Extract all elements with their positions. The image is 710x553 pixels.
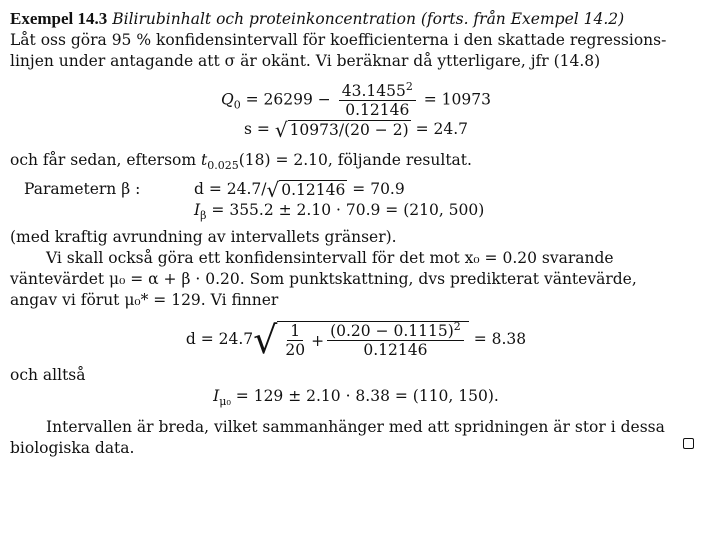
- paragraph-line: Låt oss göra 95 % konfidensintervall för koefficienterna i den skattade regressions-: [10, 31, 667, 49]
- square-root: √ 10973/(20 − 2): [274, 118, 409, 142]
- equation-d-beta: d = 24.7/ √ 0.12146 = 70.9: [194, 178, 405, 202]
- paragraph-line: Vi skall också göra ett konfidensintervall för det mot x₀ = 0.20 svarande: [46, 249, 614, 267]
- paragraph-line: Intervallen är breda, vilket sammanhänger med att spridningen är stor i dessa: [46, 418, 665, 436]
- paragraph-line: angav vi förut μ₀* = 129. Vi finner: [10, 291, 279, 309]
- equation-s: s = √ 10973/(20 − 2) = 24.7: [244, 118, 468, 142]
- paragraph-line: linjen under antagande att σ är okänt. Vi beräknar då ytterligare, jfr (14.8): [10, 52, 601, 70]
- paragraph-line: och får sedan, eftersom $t_{0.025}(18) = 2.10$, följande resultat.: [10, 151, 472, 173]
- paragraph-line: (med kraftig avrundning av intervallets gränser).: [10, 228, 397, 246]
- parameter-label: Parametern β :: [24, 180, 141, 198]
- textbook-page: [10, 8, 702, 459]
- equation-i-beta: $I_\beta = 355.2 \pm 2.10 \cdot 70.9 = (210$, 500): [194, 201, 485, 223]
- example-title: Bilirubinhalt och proteinkoncentration: [112, 10, 416, 28]
- example-reference: (forts. från Exempel 14.2): [420, 10, 625, 28]
- equation-q0: $Q_0 = 26299$ − $\frac{43.1455^2}{0.12146}$ = 10973: [220, 79, 491, 119]
- paragraph-line: väntevärdet μ₀ = α + β · 0.20. Som punktskattning, dvs predikterat väntevärde,: [10, 270, 637, 288]
- paragraph-line: biologiska data.: [10, 438, 702, 459]
- example-label: Exempel 14.3: [10, 9, 108, 28]
- equation-i-mu0: $I_{\mu_0} = 129 \pm 2.10 \cdot 8.38 = (110$, 150).: [213, 387, 499, 409]
- equation-d: d = 24.7 √ $\frac{1}{20}$ + $\frac{(0.20 - 0.1115)^2}{0.12146}$ = 8.38: [185, 318, 527, 362]
- square-root: √ $\frac{1}{20}$ + $\frac{(0.20 - 0.1115)^2}{0.12146}$: [253, 321, 469, 359]
- paragraph-line: och alltså: [10, 366, 86, 384]
- example-heading: [10, 8, 702, 30]
- end-of-proof-square-icon: [683, 438, 694, 449]
- parameter-beta-block: [10, 179, 702, 221]
- fraction: $\frac{43.1455^2}{0.12146}$: [339, 82, 416, 119]
